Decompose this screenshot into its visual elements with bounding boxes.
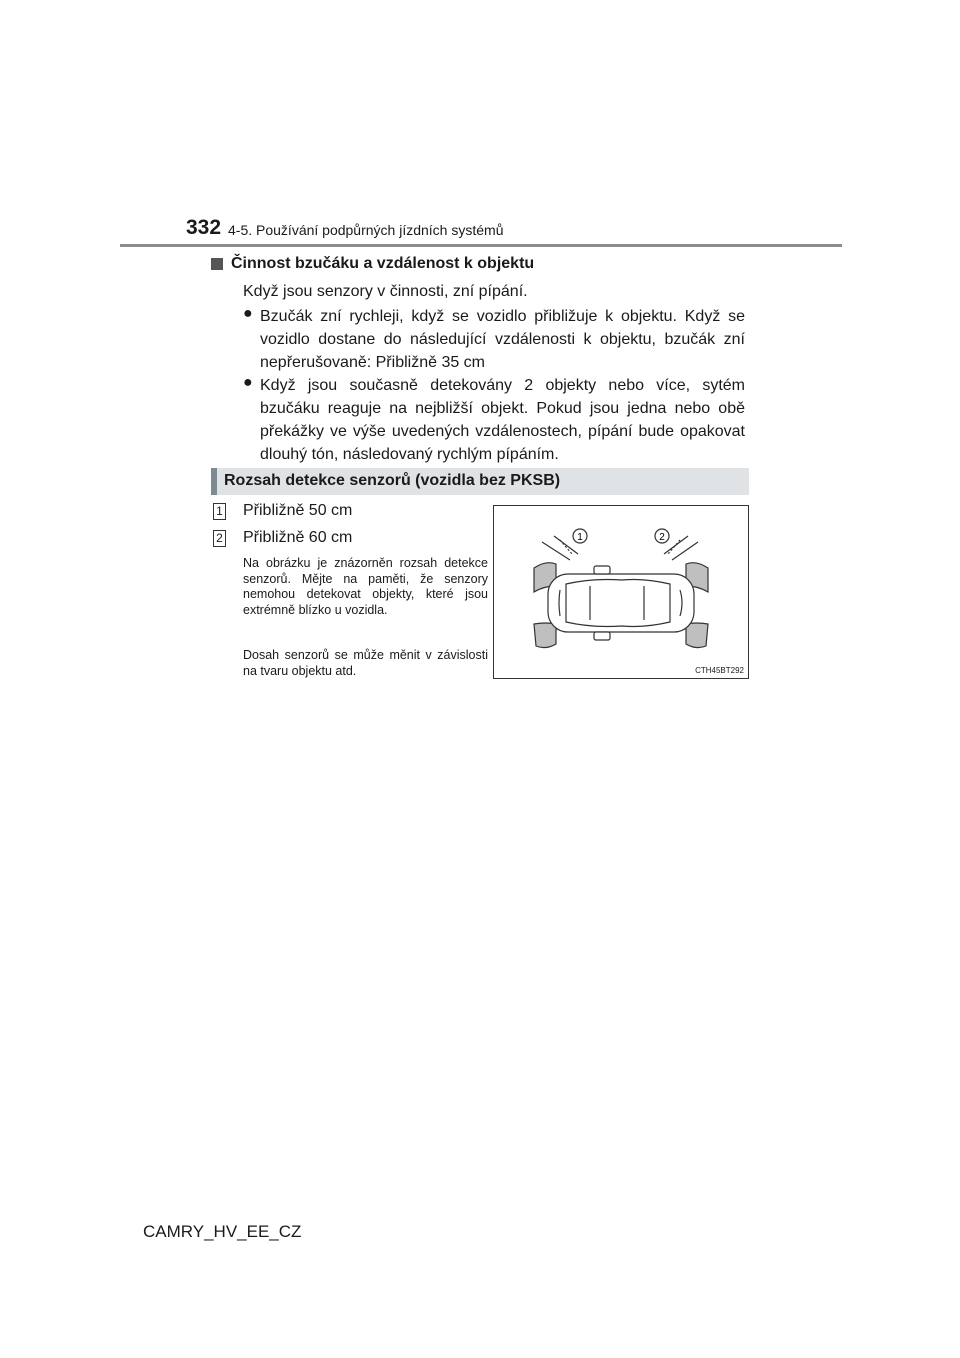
sensor-zone-rear-right	[686, 623, 708, 648]
list-item	[243, 305, 745, 374]
header-divider	[120, 244, 842, 247]
intro-paragraph: Když jsou senzory v činnosti, zní pípání.	[243, 283, 528, 300]
model-code: CAMRY_HV_EE_CZ	[143, 1222, 302, 1241]
page-number: 332	[186, 216, 222, 239]
square-bullet-icon	[211, 258, 223, 270]
figure-code: CTH45BT292	[695, 666, 744, 675]
subsection-title: Rozsah detekce senzorů (vozidla bez PKSB)	[224, 472, 561, 489]
list-item	[213, 529, 352, 547]
note-paragraph: Dosah senzorů se může měnit v závislosti na tvaru objektu atd.	[243, 648, 488, 678]
car-sensor-diagram	[494, 506, 748, 678]
bullet-text: Když jsou současně detekovány 2 objekty nebo více, sytém bzučáku reaguje na nejbližší objekt. Pokud jsou jedna nebo obě překážky ve výše uvedených vzdálenostech, pípání bude opakovat dlouhý tón, následovaný rychlým pípáním.	[260, 377, 745, 463]
chapter-title: 4-5. Používání podpůrných jízdních systémů	[228, 222, 504, 238]
bullet-text: Bzučák zní rychleji, když se vozidlo přibližuje k objektu. Když se vozidlo dostane do následující vzdálenosti k objektu, bzučák zní nepřerušovaně: Přibližně 35 cm	[260, 308, 745, 371]
distance-text: Přibližně 60 cm	[243, 529, 353, 546]
callout-label-2: 2	[659, 532, 665, 543]
sensor-range-figure	[493, 505, 749, 679]
callout-label-1: 1	[577, 532, 583, 543]
title-bar-accent	[211, 468, 217, 495]
list-item	[213, 502, 352, 520]
section-heading-text: Činnost bzučáku a vzdálenost k objektu	[231, 255, 535, 272]
list-item	[243, 374, 745, 466]
section-heading	[211, 255, 534, 273]
note-paragraph: Na obrázku je znázorněn rozsah detekce senzorů. Mějte na paměti, že senzory nemohou detekovat objekty, které jsou extrémně blízko u vozidla.	[243, 556, 488, 617]
bullet-icon: ●	[243, 305, 253, 322]
sensor-zone-rear-left	[534, 623, 556, 648]
callout-number-1: 1	[213, 503, 226, 520]
subsection-title-bar	[211, 468, 749, 495]
callout-number-2: 2	[213, 530, 226, 547]
bullet-icon: ●	[243, 374, 253, 391]
distance-text: Přibližně 50 cm	[243, 502, 353, 519]
